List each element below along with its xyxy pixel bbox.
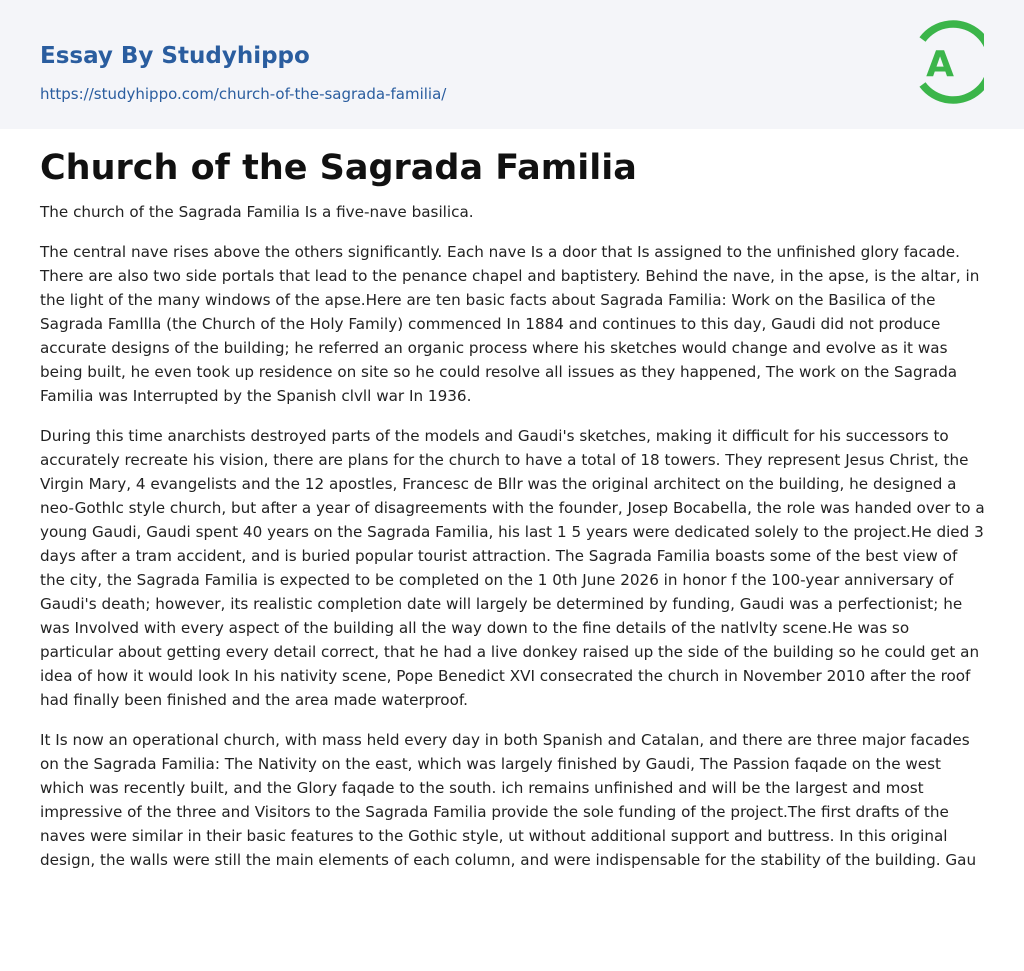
- site-brand: Essay By Studyhippo: [40, 43, 310, 69]
- site-header: [0, 0, 1024, 129]
- essay-paragraph: During this time anarchists destroyed parts of the models and Gaudi's sketches, making it difficult for his successors to accurately recreate his vision, there are plans for the church to have a total of 18 towers. They represent Jesus Christ, the Virgin Mary, 4 evangelists and the 12 apostles, Francesc de Bllr was the original architect on the building, he designed a neo-Gothlc style church, but after a year of disagreements with the founder, Josep Bocabella, the role was handed over to a young Gaudi, Gaudi spent 40 years on the Sagrada Familia, his last 1 5 years were dedicated solely to the project.He died 3 days after a tram accident, and is buried popular tourist attraction. The Sagrada Familia boasts some of the best view of the city, the Sagrada Familia is expected to be completed on the 1 0th June 2026 in honor f the 100-year anniversary of Gaudi's death; however, its realistic completion date will largely be determined by funding, Gaudi was a perfectionist; he was Involved with every aspect of the building all the way down to the fine details of the natlvlty scene.He was so particular about getting every detail correct, that he had a live donkey raised up the side of the building so he could get an idea of how it would look In his nativity scene, Pope Benedict XVI consecrated the church in November 2010 after the roof had finally been finished and the area made waterproof.: [40, 427, 985, 709]
- circle-a-logo-icon[interactable]: [914, 20, 984, 104]
- essay-content: [40, 144, 986, 888]
- essay-paragraph: It Is now an operational church, with mass held every day in both Spanish and Catalan, and there are three major facades on the Sagrada Familia: The Nativity on the east, which was largely finished by Gaudi, The Passion faqade on the west which was recently built, and the Glory faqade to the south. ich remains unfinished and will be the largest and most impressive of the three and Visitors to the Sagrada Familia provide the sole funding of the project.The first drafts of the naves were similar in their basic features to the Gothic style, ut without additional support and buttress. In this original design, the walls were still the main elements of each column, and were indispensable for the stability of the building. Gau: [40, 731, 977, 869]
- page-title: Church of the Sagrada Familia: [40, 148, 637, 188]
- essay-paragraph: The church of the Sagrada Familia Is a five-nave basilica.: [40, 203, 474, 221]
- essay-url-link[interactable]: https://studyhippo.com/church-of-the-sagrada-familia/: [40, 85, 447, 103]
- logo-letter: A: [926, 44, 954, 85]
- essay-paragraph: The central nave rises above the others significantly. Each nave Is a door that Is assigned to the unfinished glory facade. There are also two side portals that lead to the penance chapel and baptistery. Behind the nave, in the apse, is the altar, in the light of the many windows of the apse.Here are ten basic facts about Sagrada Familia: Work on the Basilica of the Sagrada Famllla (the Church of the Holy Family) commenced In 1884 and continues to this day, Gaudi did not produce accurate designs of the building; he referred an organic process where his sketches would change and evolve as it was being built, he even took up residence on site so he could resolve all issues as they happened, The work on the Sagrada Familia was Interrupted by the Spanish clvll war In 1936.: [40, 243, 980, 405]
